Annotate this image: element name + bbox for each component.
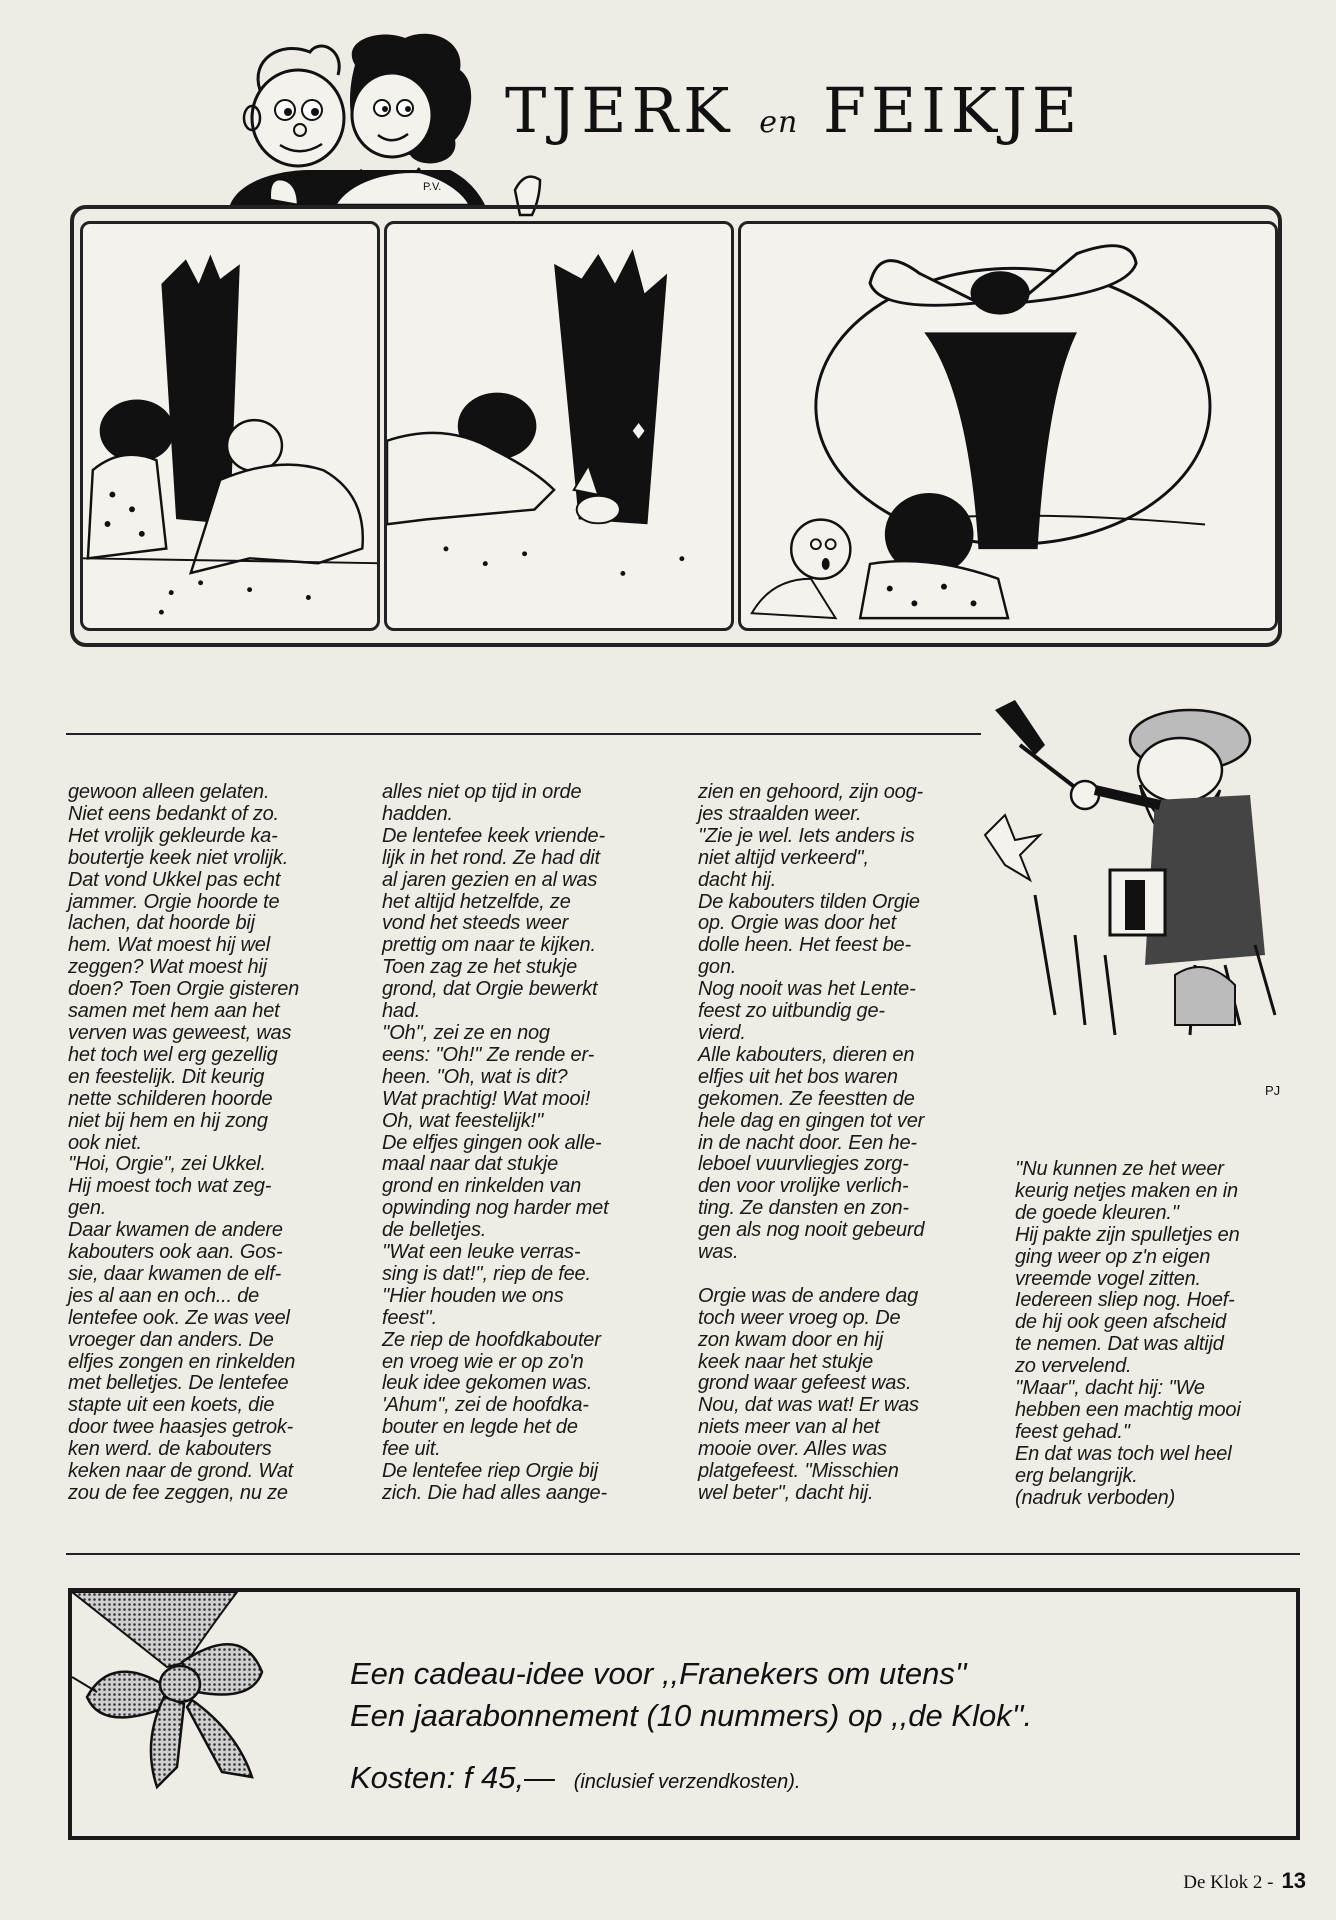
story-column-1-text: gewoon alleen gelaten. Niet eens bedankt of zo. Het vrolijk gekleurde ka- boutertje keek niet vrolijk. Dat vond Ukkel pas echt jammer. Orgie hoorde te lachen, dat hoorde bij hem. Wat moest hij wel zeggen? Wat moest hij doen? Toen Orgie gisteren samen met hem aan het verven was geweest, was het toch wel erg gezellig en feestelijk. Dit keurig nette schilderen hoorde niet bij hem en hij zong ook niet. ''Hoi, Orgie'', zei Ukkel. Hij moest toch wat zeg- gen. Daar kwamen de andere kabouters ook aan. Gos- sie, daar kwamen de elf- jes al aan en och... de lentefee ook. Ze was veel vroeger dan anders. De elfjes zongen en rinkelden met belletjes. De lentefee stapte uit een koets, die door twee haasjes getrok- ken werd. de kabouters keken naar de grond. Wat zou de fee zeggen, nu ze [68,781,300,1504]
comic-panel-2 [384,221,734,631]
comic-panel-3 [738,221,1278,631]
header-signature: P.V. [423,181,442,193]
panel-1-illustration [83,224,377,628]
divider-top [66,733,981,735]
gift-ribbon-icon [72,1592,282,1792]
gnome-painter-illustration [975,695,1300,1115]
ad-price: Kosten: f 45,— [350,1760,556,1795]
footer-publication: De Klok 2 - [1183,1872,1274,1893]
ad-price-line [350,1760,800,1796]
story-column-1 [68,782,368,1505]
story-column-2 [382,782,682,1505]
comic-title-feikje: FEIKJE [822,74,1083,147]
story-column-3-text: zien en gehoord, zijn oog- jes straalden weer. ''Zie je wel. Iets anders is niet altijd verkeerd'', dacht hij. De kabouters tilden Orgie op. Orgie was door het dolle heen. Het feest be- gon. Nog nooit was het Lente- feest zo uitbundig ge- vierd. Alle kabouters, dieren en elfjes uit het bos waren gekomen. Ze feestten de hele dag en gingen tot ver in de nacht door. Een he- leboel vuurvliegjes zorg- den voor vrolijke verlich- ting. Ze dansten en zon- gen als nog nooit gebeurd was. Orgie was de andere dag toch weer vroeg op. De zon kwam door en hij keek naar het stukje grond waar gefeest was. Nou, dat was wat! Er was niets meer van al het mooie over. Alles was platgefeest. ''Misschien wel beter'', dacht hij. [698,781,925,1504]
ad-line-gift-idea: Een cadeau-idee voor ,,Franekers om utens'' [350,1656,967,1691]
story-column-4-text: ''Nu kunnen ze het weer keurig netjes maken en in de goede kleuren.'' Hij pakte zijn spulletjes en ging weer op z'n eigen vreemde vogel zitten. Iedereen sliep nog. Hoef- de hij ook geen afscheid te nemen. Dat was altijd zo vervelend. ''Maar'', dacht hij: ''We hebben een machtig mooi feest gehad.'' En dat was toch wel heel erg belangrijk. (nadruk verboden) [1015,1158,1241,1509]
comic-panel-1 [80,221,380,631]
story-column-4 [1015,1159,1315,1510]
comic-title-tjerk: TJERK [505,74,735,147]
comic-title-en: en [759,105,799,140]
panel-2-illustration [387,224,731,628]
comic-strip [70,205,1282,647]
ad-price-note: (inclusief verzendkosten). [573,1771,801,1793]
story-column-2-text: alles niet op tijd in orde hadden. De lentefee keek vriende- lijk in het rond. Ze had dit al jaren gezien en al was het altijd hetzelfde, ze vond het steeds weer prettig om naar te kijken. Toen zag ze het stukje grond, dat Orgie bewerkt had. ''Oh'', zei ze en nog eens: ''Oh!'' Ze rende er- heen. ''Oh, wat is dit? Wat prachtig! Wat mooi! Oh, wat feestelijk!'' De elfjes gingen ook alle- maal naar dat stukje grond en rinkelden van opwinding nog harder met de belletjes. ''Wat een leuke verras- sing is dat!'', riep de fee. ''Hier houden we ons feest''. Ze riep de hoofdkabouter en vroeg wie er op zo'n leuk idee gekomen was. 'Ahum'', zei de hoofdka- bouter en legde het de fee uit. De lentefee riep Orgie bij zich. Die had alles aange- [382,781,609,1504]
divider-bottom [66,1553,1300,1555]
page-number: 13 [1281,1868,1306,1893]
panel-3-illustration [741,224,1275,628]
page-footer [1183,1868,1306,1894]
ad-line-subscription: Een jaarabonnement (10 nummers) op ,,de Klok''. [350,1698,1033,1733]
gnome-signature: PJ [1265,1083,1281,1098]
story-column-3 [698,782,998,1505]
comic-title [505,74,1083,147]
subscription-ad-box [68,1588,1300,1840]
